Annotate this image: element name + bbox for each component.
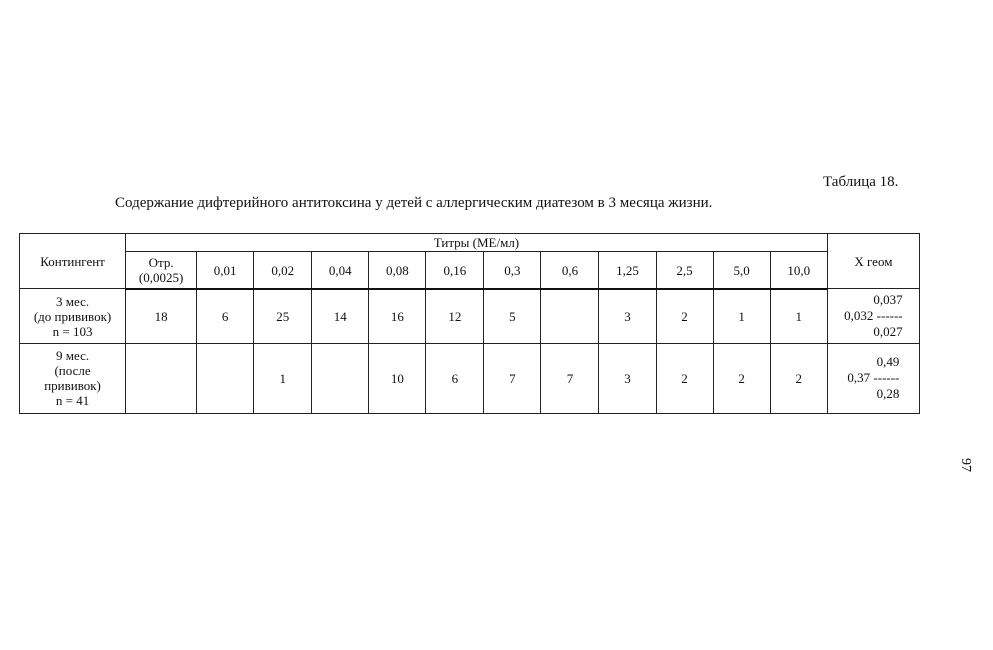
contingent-line: n = 41 [55,393,90,409]
value-cell: 1 [770,289,827,343]
value-cell: 18 [126,289,197,343]
header-titer: 0,6 [541,252,599,289]
value-cell: 25 [254,289,312,343]
contingent-line: (после [54,363,91,379]
page-number: 97 [958,458,973,472]
value-cell: 1 [254,343,312,413]
table-label: Таблица 18. [823,174,899,190]
geom-lower: 0,28 [876,386,900,402]
header-titer: 0,02 [254,252,312,289]
geom-fraction [844,292,902,340]
header-contingent: Контингент [20,234,126,289]
value-cell: 7 [484,343,541,413]
value-cell [126,343,197,413]
table-title: Содержание дифтерийного антитоксина у детей с аллергическим диатезом в 3 месяца жизни. [115,195,713,211]
value-cell: 3 [599,289,656,343]
value-cell: 6 [426,343,484,413]
header-titer: 5,0 [713,252,770,289]
value-cell: 10 [369,343,426,413]
header-titer-negative [126,252,197,289]
header-titer: 0,16 [426,252,484,289]
geom-mean: 0,032 [844,308,874,324]
header-titer: 1,25 [599,252,656,289]
contingent-line: прививок) [44,378,101,394]
header-geom: X геом [827,234,919,289]
value-cell [312,343,369,413]
geom-dashes: ------ [873,370,900,386]
header-titer: 2,5 [656,252,713,289]
geom-mean: 0,37 [847,370,871,386]
contingent-line: 3 мес. [56,293,90,309]
value-cell: 12 [426,289,484,343]
header-titer: 0,01 [197,252,254,289]
value-cell: 1 [713,289,770,343]
header-titer: 0,08 [369,252,426,289]
contingent-cell [20,343,126,413]
header-titer-negative-label: Отр. [148,255,174,271]
geom-fraction [847,354,899,402]
value-cell: 3 [599,343,656,413]
header-titer: 0,04 [312,252,369,289]
contingent-line: (до прививок) [33,308,112,324]
geom-dashes: ------ [876,308,903,324]
geom-cell [827,289,919,343]
antitoxin-table [19,233,920,414]
table-row [20,289,920,343]
header-titer-negative-value: (0,0025) [138,270,184,286]
value-cell: 6 [197,289,254,343]
value-cell [197,343,254,413]
header-titers-group: Титры (МЕ/мл) [126,234,828,252]
table-row [20,343,920,413]
value-cell: 2 [770,343,827,413]
value-cell: 2 [656,289,713,343]
value-cell: 14 [312,289,369,343]
value-cell: 2 [656,343,713,413]
header-titer: 0,3 [484,252,541,289]
geom-upper: 0,49 [876,354,900,370]
geom-lower: 0,027 [873,324,903,340]
geom-mean-line [847,370,899,386]
value-cell: 7 [541,343,599,413]
value-cell: 5 [484,289,541,343]
value-cell [541,289,599,343]
header-titer: 10,0 [770,252,827,289]
geom-upper: 0,037 [873,292,903,308]
contingent-line: n = 103 [52,323,93,339]
geom-mean-line [844,308,902,324]
geom-cell [827,343,919,413]
contingent-cell [20,289,126,343]
contingent-line: 9 мес. [56,348,90,364]
value-cell: 2 [713,343,770,413]
value-cell: 16 [369,289,426,343]
